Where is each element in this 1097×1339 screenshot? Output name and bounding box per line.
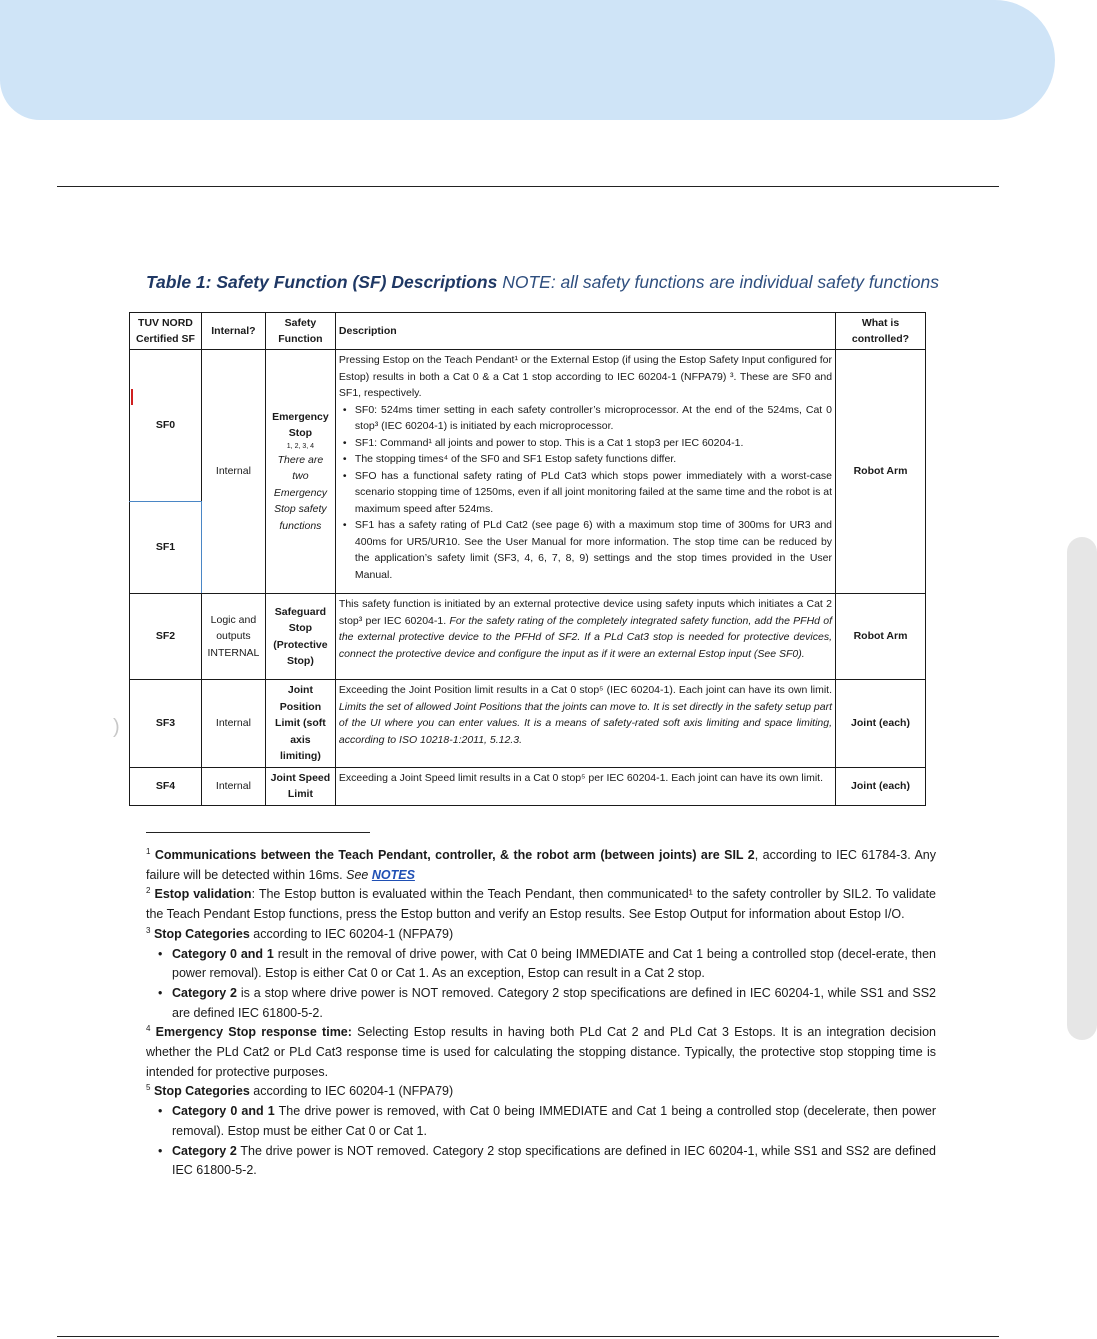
cell-sf2-controlled: Robot Arm bbox=[836, 594, 926, 680]
footnote-5-bold: Stop Categories bbox=[153, 1084, 250, 1099]
footnote-3-bullet-2 bbox=[146, 984, 936, 1023]
table-row-sf4 bbox=[130, 767, 926, 805]
footnote-1-number: 1 bbox=[146, 846, 151, 856]
table-caption-title: Table 1: Safety Function (SF) Descriptions bbox=[146, 272, 498, 292]
cell-sf0-id: SF0 bbox=[130, 350, 202, 502]
footnote-3 bbox=[146, 925, 936, 945]
footnote-5-bullet-1 bbox=[146, 1102, 936, 1141]
sf0-bullet-3: • The stopping times⁴ of the SF0 and SF1 Estop safety functions differ. bbox=[339, 451, 832, 468]
footnote-1-bold: Communications between the Teach Pendant, controller, & the robot arm (between joints) are SIL 2 bbox=[154, 848, 755, 862]
table-header-row bbox=[130, 313, 926, 350]
footnote-2 bbox=[146, 885, 936, 924]
sf2-description-italic: For the safety rating of the completely integrated safety function, add the PFHd of the external protective device to the PFHd of SF2. If a PLd Cat3 stop is needed for protective devices, connect the protective device and configure the input as if it were an external Estop input (See SF0). bbox=[338, 614, 833, 660]
table-row-sf2 bbox=[130, 594, 926, 680]
scrollbar[interactable] bbox=[1067, 537, 1097, 1040]
cell-sf4-internal: Internal bbox=[201, 767, 265, 805]
cell-sf3-id: SF3 bbox=[130, 680, 202, 768]
header-internal: Internal? bbox=[201, 313, 265, 350]
footnote-2-bold: Estop validation bbox=[154, 887, 252, 902]
cell-sf3-function: Joint Position Limit (soft axis limiting) bbox=[265, 680, 335, 768]
notes-link[interactable]: NOTES bbox=[371, 867, 415, 882]
sf0-intro: Pressing Estop on the Teach Pendant¹ or the External Estop (if using the Estop Safety Input configured for Estop) results in both a Cat 0 & a Cat 1 stop according to IEC 60204-1 (NFPA79) ³. These are SF0 and SF1, respectively. bbox=[338, 354, 833, 399]
cell-sf2-internal: Logic and outputs INTERNAL bbox=[201, 594, 265, 680]
footnote-4 bbox=[146, 1023, 936, 1082]
sf0-bullet-5: • SF1 has a safety rating of PLd Cat2 (see page 6) with a maximum stop time of 300ms for UR3 and 400ms for UR5/UR10. See the User Manual for more information. The stop time can be reduced by the application’s safety limit (SF3, 4, 6, 7, 8, 9) settings and the stop times provided in the User Manual. bbox=[339, 517, 832, 583]
margin-paren-mark: ) bbox=[113, 716, 120, 738]
sf0-bullet-1: • SF0: 524ms timer setting in each safety controller’s microprocessor. At the end of the 524ms, Cat 0 stop³ (IEC 60204-1) is initiated by each microprocessor. bbox=[339, 402, 832, 435]
footnote-4-number: 4 bbox=[146, 1024, 151, 1034]
cell-sf2-description bbox=[335, 594, 835, 680]
header-rule bbox=[57, 186, 999, 187]
header-certified-sf: TUV NORD Certified SF bbox=[130, 313, 202, 350]
footnote-5-text: according to IEC 60204-1 (NFPA79) bbox=[249, 1084, 454, 1099]
footnote-2-number: 2 bbox=[146, 886, 151, 896]
table-caption bbox=[146, 272, 946, 293]
footnote-3-number: 3 bbox=[146, 925, 151, 935]
footnote-1-see: See bbox=[346, 867, 369, 882]
table-row-sf3 bbox=[130, 680, 926, 768]
footnote-5 bbox=[146, 1082, 936, 1102]
cell-sf2-function: Safeguard Stop (Protective Stop) bbox=[265, 594, 335, 680]
cell-sf3-controlled: Joint (each) bbox=[836, 680, 926, 768]
footnote-3-bullet-1-text: result in the removal of drive power, with Cat 0 being IMMEDIATE and Cat 1 being a controlled stop (decel-erate, then power removal). Estop is either Cat 0 or Cat 1. As an exception, Estop can result in a Cat 2 stop. bbox=[172, 946, 936, 981]
sf0-bullet-4: • SFO has a functional safety rating of PLd Cat3 which stops power immediately with a worst-case scenario stopping time of 1250ms, even if all joint monitoring failed at the same time and the robot is at maximum speed after 524ms. bbox=[339, 468, 832, 518]
cell-sf0-controlled: Robot Arm bbox=[836, 350, 926, 594]
footnote-3-bullet-1 bbox=[146, 945, 936, 984]
cell-sf4-function: Joint Speed Limit bbox=[265, 767, 335, 805]
sf3-description-italic: Limits the set of allowed Joint Positions that the joints can move to. It is set directly in the safety setup part of the UI where you can enter values. It is a means of safety-rated soft axis limiting and space limiting, according to ISO 10218-1:2011, 5.12.3. bbox=[338, 700, 833, 746]
footnote-5-bullet-1-text: The drive power is removed, with Cat 0 being IMMEDIATE and Cat 1 being a controlled stop (decelerate, then power removal). Estop must be either Cat 0 or Cat 1. bbox=[172, 1104, 936, 1138]
header-safety-function: Safety Function bbox=[265, 313, 335, 350]
cell-sf0-description bbox=[335, 350, 835, 594]
footnote-4-text: Selecting Estop results in having both PLd Cat 2 and PLd Cat 3 Estops. It is an integration decision whether the PLd Cat2 or PLd Cat3 response time is used for calculating the stopping distance. Typically, the protective stop stopping time is intended for protective purposes. bbox=[146, 1025, 936, 1079]
cell-sf0-function bbox=[265, 350, 335, 594]
footnote-3-bullet-2-bold: Category 2 bbox=[172, 985, 237, 1000]
cell-sf4-id: SF4 bbox=[130, 767, 202, 805]
cell-sf0-internal: Internal bbox=[201, 350, 265, 594]
cell-sf4-controlled: Joint (each) bbox=[836, 767, 926, 805]
sf3-description-text: Exceeding the Joint Position limit results in a Cat 0 stop⁵ (IEC 60204-1). Each joint can have its own limit. bbox=[338, 684, 833, 696]
sf0-bullet-2: • SF1: Command¹ all joints and power to stop. This is a Cat 1 stop3 per IEC 60204-1. bbox=[339, 435, 832, 452]
footnote-separator bbox=[146, 832, 370, 833]
sf2-description-text: This safety function is initiated by an external protective device using safety inputs which initiates a Cat 2 stop³ per IEC 60204-1. bbox=[338, 598, 833, 627]
cell-sf4-description: Exceeding a Joint Speed limit results in a Cat 0 stop⁵ per IEC 60204-1. Each joint can have its own limit. bbox=[335, 767, 835, 805]
footnote-3-bold: Stop Categories bbox=[153, 926, 250, 941]
footnote-5-bullet-1-bold: Category 0 and 1 bbox=[172, 1104, 275, 1119]
footnote-5-bullet-2-bold: Category 2 bbox=[172, 1143, 237, 1158]
footnote-5-number: 5 bbox=[146, 1083, 151, 1093]
footnote-3-text: according to IEC 60204-1 (NFPA79) bbox=[249, 926, 454, 941]
header-banner bbox=[0, 0, 1055, 120]
footnote-5-bullet-2 bbox=[146, 1142, 936, 1181]
footnote-3-bullet-2-text: is a stop where drive power is NOT removed. Category 2 stop specifications are defined in IEC 60204-1, while SS1 and SS2 are defined IEC 61800-5-2. bbox=[172, 985, 936, 1020]
footnote-2-text: : The Estop button is evaluated within the Teach Pendant, then communicated¹ to the safety controller by SIL2. To validate the Teach Pendant Estop functions, press the Estop button and verify an Estop results. See Estop Output for information about Estop I/O. bbox=[146, 887, 936, 922]
cell-sf2-id: SF2 bbox=[130, 594, 202, 680]
table-row-sf0 bbox=[130, 350, 926, 502]
header-controlled: What is controlled? bbox=[836, 313, 926, 350]
footnote-1 bbox=[146, 846, 936, 885]
footnote-4-bold: Emergency Stop response time: bbox=[155, 1025, 352, 1040]
emergency-stop-note: There are two Emergency Stop safety functions bbox=[273, 453, 327, 532]
footnote-3-bullet-1-bold: Category 0 and 1 bbox=[172, 946, 274, 961]
table-caption-note: NOTE: all safety functions are individual safety functions bbox=[502, 272, 939, 292]
emergency-stop-title: Emergency Stop bbox=[272, 410, 329, 440]
footnote-1-text: , according to IEC 61784-3. Any failure will be detected within 16ms. bbox=[146, 848, 936, 882]
footnote-5-bullet-2-text: The drive power is NOT removed. Category 2 stop specifications are defined in IEC 60204-1, while SS1 and SS2 are defined IEC 61800-5-2. bbox=[172, 1143, 937, 1178]
footer-rule bbox=[57, 1336, 999, 1337]
header-description: Description bbox=[335, 313, 835, 350]
cell-sf3-description bbox=[335, 680, 835, 768]
safety-function-table bbox=[129, 312, 926, 806]
emergency-stop-footnote-refs: 1, 2, 3, 4 bbox=[286, 442, 315, 450]
footnotes bbox=[146, 846, 936, 1181]
cell-sf3-internal: Internal bbox=[201, 680, 265, 768]
cell-sf1-id: SF1 bbox=[130, 502, 202, 594]
